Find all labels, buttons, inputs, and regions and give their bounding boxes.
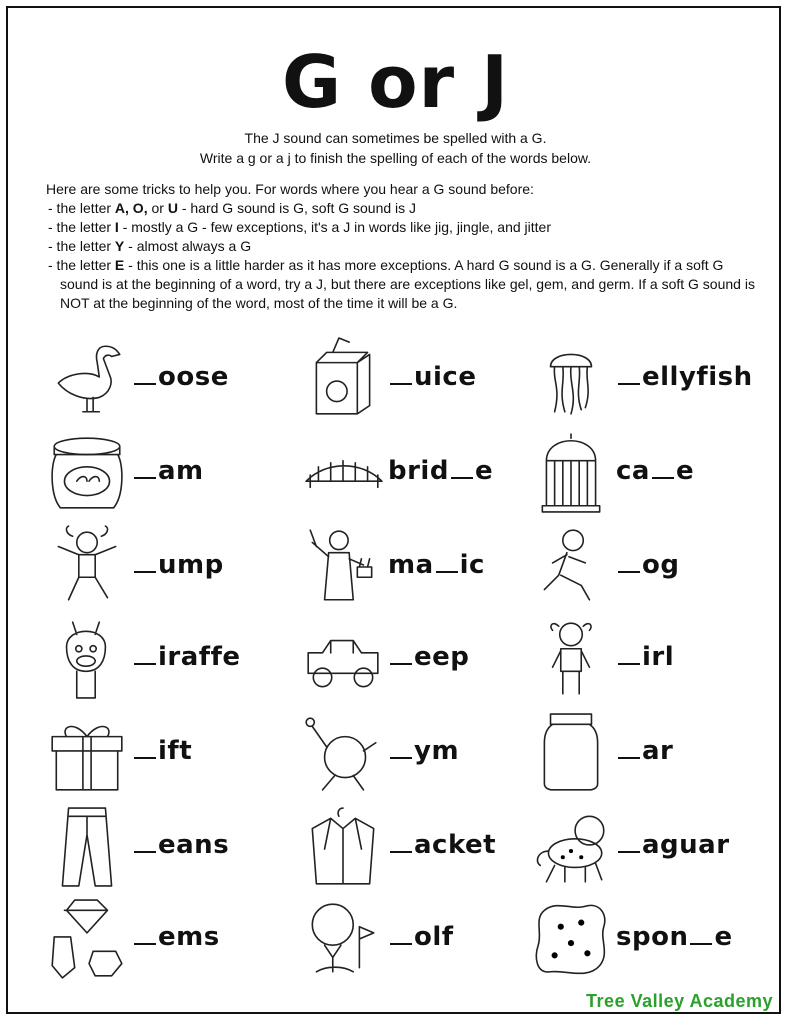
letter-blank[interactable] <box>134 739 156 759</box>
letter-blank[interactable] <box>618 833 640 853</box>
word-prefix: ma <box>388 550 434 580</box>
letter-blank[interactable] <box>652 459 674 479</box>
letter-blank[interactable] <box>618 739 640 759</box>
letter-blank[interactable] <box>134 645 156 665</box>
bridge-icon <box>302 430 384 516</box>
word-item <box>46 710 286 796</box>
tips-lead: Here are some tricks to help you. For words where you hear a G sound before: <box>46 181 534 197</box>
word-text <box>388 736 459 766</box>
tips-section <box>46 180 756 313</box>
word-suffix: ic <box>459 550 485 580</box>
word-text <box>388 922 454 952</box>
golf-icon <box>302 896 384 982</box>
jeans-icon <box>46 804 128 890</box>
word-suffix: ym <box>414 736 460 766</box>
word-item <box>530 336 770 422</box>
word-text <box>388 550 485 580</box>
word-text <box>132 642 241 672</box>
jeep-icon <box>302 616 384 702</box>
word-text <box>388 830 496 860</box>
letter-blank[interactable] <box>690 925 712 945</box>
word-prefix: ca <box>616 456 650 486</box>
word-suffix: ar <box>642 736 674 766</box>
word-suffix: eep <box>414 642 470 672</box>
word-item <box>302 336 542 422</box>
word-text <box>616 456 694 486</box>
letter-blank[interactable] <box>618 645 640 665</box>
word-text <box>132 736 192 766</box>
word-prefix: spon <box>616 922 689 952</box>
word-text <box>616 550 679 580</box>
word-item <box>46 804 286 890</box>
instruction-line-2: Write a g or a j to finish the spelling of each of the words below. <box>199 150 592 166</box>
word-suffix: e <box>474 456 494 486</box>
word-suffix: oose <box>158 362 229 392</box>
page-title: G or J <box>282 40 509 124</box>
letter-blank[interactable] <box>390 645 412 665</box>
gems-icon <box>46 896 128 982</box>
letter-blank[interactable] <box>390 739 412 759</box>
word-text <box>132 550 224 580</box>
jar-icon <box>530 710 612 796</box>
letter-blank[interactable] <box>134 553 156 573</box>
tip-item: - the letter I - mostly a G - few exceptions, it's a J in words like jig, jingle, and jitter <box>48 219 551 235</box>
word-item <box>302 710 542 796</box>
word-item <box>46 896 286 982</box>
word-suffix: og <box>642 550 680 580</box>
word-text <box>388 362 476 392</box>
brand-label: Tree Valley Academy <box>586 991 773 1011</box>
word-suffix: aguar <box>642 830 730 860</box>
word-suffix: e <box>714 922 733 952</box>
jumping-girl-icon <box>46 524 128 610</box>
jellyfish-icon <box>530 336 612 422</box>
word-text <box>616 922 733 952</box>
word-item <box>302 430 542 516</box>
giraffe-icon <box>46 616 128 702</box>
word-suffix: iraffe <box>158 642 241 672</box>
letter-blank[interactable] <box>390 833 412 853</box>
jam-jar-icon <box>46 430 128 516</box>
word-text <box>616 362 753 392</box>
letter-blank[interactable] <box>134 459 156 479</box>
tip-item: - the letter A, O, or U - hard G sound is G, soft G sound is J <box>48 200 417 216</box>
word-suffix: olf <box>414 922 454 952</box>
word-item <box>530 896 770 982</box>
word-text <box>388 456 493 486</box>
girl-icon <box>530 616 612 702</box>
word-item <box>46 430 286 516</box>
word-item <box>302 896 542 982</box>
letter-blank[interactable] <box>618 553 640 573</box>
letter-blank[interactable] <box>618 365 640 385</box>
letter-blank[interactable] <box>134 833 156 853</box>
word-text <box>132 830 229 860</box>
word-suffix: acket <box>414 830 497 860</box>
goose-icon <box>46 336 128 422</box>
word-item <box>530 804 770 890</box>
letter-blank[interactable] <box>134 365 156 385</box>
gym-ball-icon <box>302 710 384 796</box>
word-item <box>530 524 770 610</box>
letter-blank[interactable] <box>390 925 412 945</box>
word-text <box>388 642 469 672</box>
word-item <box>46 616 286 702</box>
letter-blank[interactable] <box>390 365 412 385</box>
word-item <box>302 804 542 890</box>
word-item <box>46 336 286 422</box>
word-text <box>132 456 204 486</box>
tip-item: - the letter E - this one is a little harder as it has more exceptions. A hard G sound is a G. Generally if a soft G sound is at the beginning of a word, try a J, but there are exceptions like gel, gem, and germ. If a soft G sound is NOT at the beginning of the word, most of the time it will be a G. <box>48 257 755 311</box>
word-suffix: irl <box>642 642 675 672</box>
tip-item: - the letter Y - almost always a G <box>48 238 252 254</box>
word-item <box>302 616 542 702</box>
word-item <box>530 710 770 796</box>
word-text <box>616 830 730 860</box>
word-suffix: ift <box>158 736 193 766</box>
instruction-line-1: The J sound can sometimes be spelled with a G. <box>244 130 547 146</box>
jaguar-icon <box>530 804 612 890</box>
jogging-girl-icon <box>530 524 612 610</box>
word-text <box>616 642 674 672</box>
letter-blank[interactable] <box>436 553 458 573</box>
letter-blank[interactable] <box>134 925 156 945</box>
gift-icon <box>46 710 128 796</box>
juice-box-icon <box>302 336 384 422</box>
word-suffix: eans <box>158 830 230 860</box>
word-text <box>132 362 229 392</box>
word-item <box>530 616 770 702</box>
word-suffix: e <box>675 456 695 486</box>
word-suffix: ellyfish <box>642 362 753 392</box>
word-suffix: uice <box>414 362 477 392</box>
instructions <box>0 128 791 168</box>
word-item <box>302 524 542 610</box>
jacket-icon <box>302 804 384 890</box>
birdcage-icon <box>530 430 612 516</box>
word-text <box>616 736 673 766</box>
word-text <box>132 922 220 952</box>
word-prefix: brid <box>388 456 449 486</box>
letter-blank[interactable] <box>451 459 473 479</box>
word-suffix: ems <box>158 922 220 952</box>
sponge-icon <box>530 896 612 982</box>
word-item <box>46 524 286 610</box>
word-suffix: am <box>158 456 204 486</box>
magician-icon <box>302 524 384 610</box>
word-suffix: ump <box>158 550 224 580</box>
word-item <box>530 430 770 516</box>
